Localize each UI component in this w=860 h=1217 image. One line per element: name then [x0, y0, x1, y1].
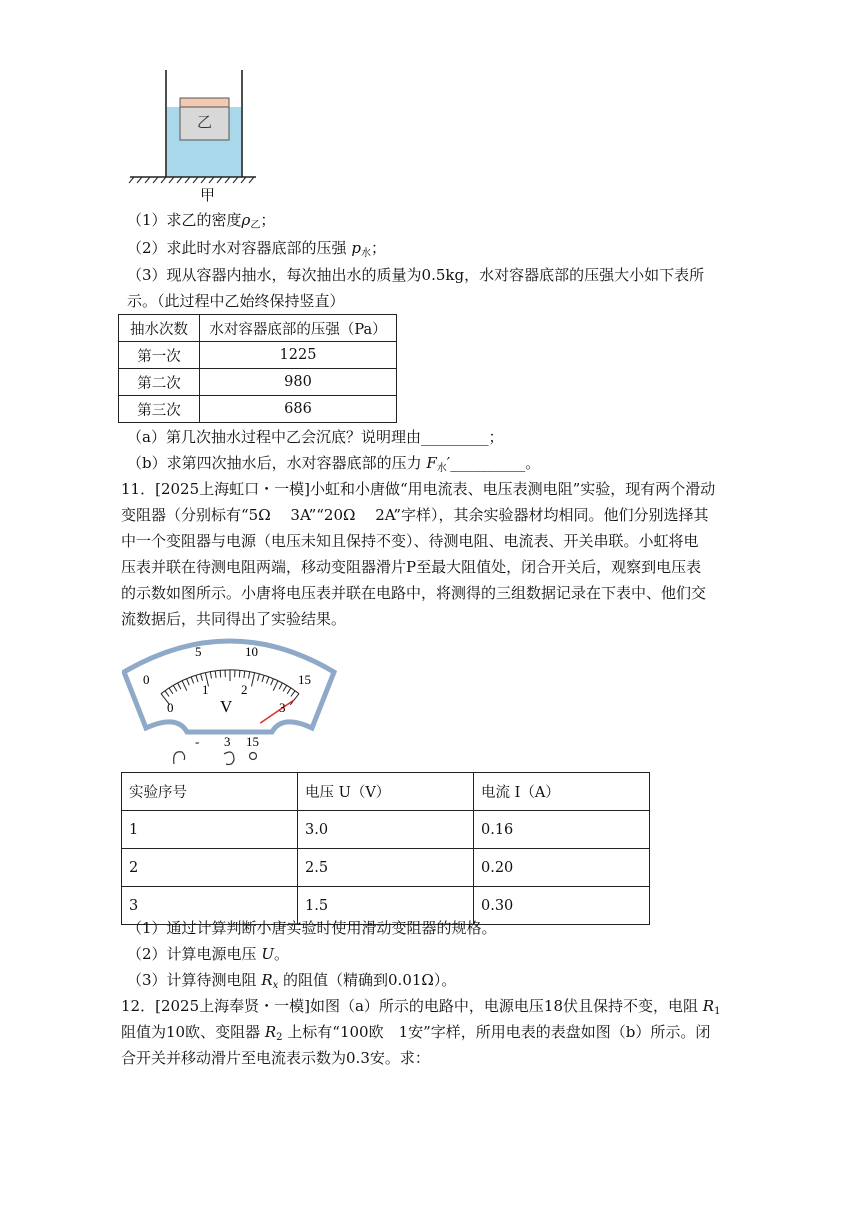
q12-line3: 合开关并移动滑片至电流表示数为0.3安。求：: [121, 1049, 430, 1067]
q11-line6: 流数据后，共同得出了实验结果。: [121, 610, 347, 628]
table-row: [119, 369, 397, 396]
table-cell: 686: [200, 396, 397, 423]
q11-sub1: （1）通过计算判断小唐实验时使用滑动变阻器的规格。: [127, 919, 497, 937]
terminal-3-label: 3: [224, 734, 231, 749]
q10-part2: （2）求此时水对容器底部的压强 $p_水$；: [127, 239, 386, 259]
terminal-neg: [174, 752, 185, 764]
q12-line2: 阻值为10欧、变阻器 $R_2$ 上标有“100欧 1安”字样，所用电表的表盘如图（b）所示。闭: [121, 1023, 711, 1043]
q11-line4: 压表并联在待测电阻两端，移动变阻器滑片P至最大阻值处，闭合开关后，观察到电压表: [121, 558, 702, 576]
table-cell: 2: [122, 849, 298, 887]
meter-tick: [239, 670, 240, 677]
q11-sub2: （2）计算电源电压 U。: [127, 945, 289, 963]
table-cell: 0.30: [474, 887, 650, 925]
table-cell: 第一次: [119, 342, 200, 369]
data-table: [121, 772, 650, 925]
table-cell: 980: [200, 369, 397, 396]
table-row: [122, 811, 650, 849]
q10-b: （b）求第四次抽水后，水对容器底部的压力 $F_水'\_\_\_\_\_\_\_\_\_\_$。: [127, 454, 541, 474]
q11-line2: 变阻器（分别标有“5Ω 3A”“20Ω 2A”字样），其余实验器材均相同。他们分别选择其: [121, 506, 709, 524]
q10-a: （a）第几次抽水过程中乙会沉底？说明理由_________；: [127, 428, 504, 446]
table-cell: 第二次: [119, 369, 200, 396]
table-cell: 3: [122, 887, 298, 925]
meter-lower-tick-3: 3: [279, 700, 286, 715]
meter-upper-tick-1: 5: [195, 644, 202, 659]
table-cell: 0.16: [474, 811, 650, 849]
table-cell: 0.20: [474, 849, 650, 887]
terminal-neg-label: -: [195, 734, 200, 749]
table-header: 电流 I（A）: [474, 773, 650, 811]
q10-part3a: （3）现从容器内抽水，每次抽出水的质量为0.5kg，水对容器底部的压强大小如下表所: [127, 266, 705, 284]
q11-line1: 11．[2025上海虹口・一模]小虹和小唐做“用电流表、电压表测电阻”实验，现有两个滑动: [121, 480, 716, 498]
table-cell: 3.0: [298, 811, 474, 849]
table-row: [119, 396, 397, 423]
table-cell: 第三次: [119, 396, 200, 423]
table-cell: 1.5: [298, 887, 474, 925]
q12-line1: 12．[2025上海奉贤・一模]如图（a）所示的电路中，电源电压18伏且保持不变，电阻 $R_1$: [121, 997, 721, 1017]
table-header-row: [119, 315, 397, 342]
pressure-table: [118, 314, 397, 423]
meter-lower-tick-1: 1: [202, 682, 209, 697]
block-label: 乙: [196, 113, 212, 131]
voltmeter-figure: [122, 632, 337, 772]
table-row: [122, 849, 650, 887]
terminal-3: [224, 752, 234, 765]
q11-line3: 中一个变阻器与电源（电压未知且保持不变）、待测电阻、电流表、开关串联。小虹将电: [121, 532, 699, 550]
figure-caption: 甲: [200, 186, 216, 204]
terminal-15-label: 15: [246, 734, 259, 749]
table-cell: 1: [122, 811, 298, 849]
terminal-15: [250, 753, 257, 760]
meter-upper-tick-2: 10: [245, 644, 258, 659]
table-header: 抽水次数: [119, 315, 200, 342]
q10-part3b: 示。（此过程中乙始终保持竖直）: [127, 292, 345, 310]
q10-part1: （1）求乙的密度$\rho_乙$；: [127, 211, 276, 231]
table-header: 电压 U（V）: [298, 773, 474, 811]
table-header: 水对容器底部的压强（Pa）: [200, 315, 397, 342]
q11-sub3: （3）计算待测电阻 $R_x$ 的阻值（精确到0.01Ω）。: [127, 971, 457, 991]
table-row: [119, 342, 397, 369]
meter-lower-tick-2: 2: [241, 682, 248, 697]
table-cell: 1225: [200, 342, 397, 369]
meter-upper-tick-3: 15: [298, 672, 311, 687]
meter-upper-tick-0: 0: [143, 672, 150, 687]
table-header-row: [122, 773, 650, 811]
meter-unit: V: [220, 697, 233, 716]
table-cell: 2.5: [298, 849, 474, 887]
q11-line5: 的示数如图所示。小唐将电压表并联在电路中，将测得的三组数据记录在下表中、他们交: [121, 584, 707, 602]
container-figure: [128, 66, 258, 206]
table-header: 实验序号: [122, 773, 298, 811]
meter-lower-tick-0: 0: [167, 700, 174, 715]
meter-tick: [220, 670, 221, 677]
